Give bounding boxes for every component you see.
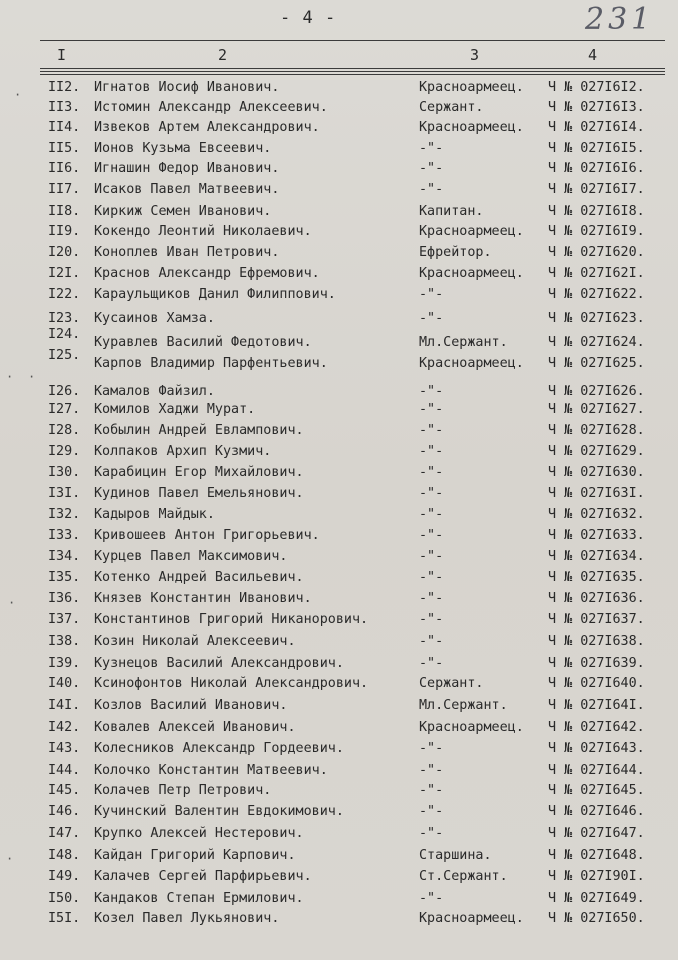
person-name: Караульщиков Данил Филиппович.	[94, 287, 336, 302]
military-rank: -"-	[419, 486, 444, 501]
list-item	[0, 589, 678, 609]
document-number: Ч № 027I628.	[548, 423, 645, 438]
military-rank: -"-	[419, 891, 444, 906]
person-name: Крупко Алексей Нестерович.	[94, 826, 304, 841]
document-number: Ч № 027I650.	[548, 911, 645, 926]
military-rank: Красноармеец.	[419, 266, 524, 281]
document-number: Ч № 027I64I.	[548, 698, 645, 713]
list-item	[0, 505, 678, 525]
document-number: Ч № 027I6I5.	[548, 141, 645, 156]
document-number: Ч № 027I646.	[548, 804, 645, 819]
military-rank: Старшина.	[419, 848, 492, 863]
margin-mark: ·	[8, 596, 16, 610]
list-item	[0, 243, 678, 263]
military-rank: Красноармеец.	[419, 120, 524, 135]
list-item	[0, 802, 678, 822]
column-header-rank: 3	[470, 46, 480, 64]
entry-number: I4I.	[48, 698, 81, 713]
military-rank: -"-	[419, 141, 444, 156]
person-name: Ковалев Алексей Иванович.	[94, 720, 296, 735]
entry-number: I32.	[48, 507, 81, 522]
person-name: Игнашин Федор Иванович.	[94, 161, 280, 176]
military-rank: Красноармеец.	[419, 80, 524, 95]
document-number: Ч № 027I635.	[548, 570, 645, 585]
military-rank: Ефрейтор.	[419, 245, 492, 260]
person-name: Киркиж Семен Иванович.	[94, 204, 272, 219]
military-rank: Мл.Сержант.	[419, 335, 508, 350]
document-number: Ч № 027I6I8.	[548, 204, 645, 219]
document-number: Ч № 027I624.	[548, 335, 645, 350]
entry-number: I47.	[48, 826, 81, 841]
entry-number: II8.	[48, 204, 81, 219]
document-number: Ч № 027I638.	[548, 634, 645, 649]
document-number: Ч № 027I6I3.	[548, 100, 645, 115]
margin-mark: ·	[28, 370, 36, 384]
list-item	[0, 867, 678, 887]
person-name: Коноплев Иван Петрович.	[94, 245, 280, 260]
person-name: Князев Константин Иванович.	[94, 591, 312, 606]
document-number: Ч № 027I640.	[548, 676, 645, 691]
military-rank: -"-	[419, 528, 444, 543]
document-number: Ч № 027I6I6.	[548, 161, 645, 176]
document-number: Ч № 027I630.	[548, 465, 645, 480]
person-name: Кузнецов Василий Александрович.	[94, 656, 344, 671]
person-name: Колесников Александр Гордеевич.	[94, 741, 344, 756]
military-rank: Красноармеец.	[419, 224, 524, 239]
military-rank: Красноармеец.	[419, 356, 524, 371]
person-name: Кокендо Леонтий Николаевич.	[94, 224, 312, 239]
military-rank: -"-	[419, 804, 444, 819]
list-item	[0, 400, 678, 420]
military-rank: -"-	[419, 402, 444, 417]
list-item	[0, 159, 678, 179]
person-name: Кайдан Григорий Карпович.	[94, 848, 296, 863]
entry-number: I33.	[48, 528, 81, 543]
entry-number: I42.	[48, 720, 81, 735]
person-name: Колпаков Архип Кузмич.	[94, 444, 272, 459]
list-item	[0, 547, 678, 567]
military-rank: Капитан.	[419, 204, 484, 219]
entry-number: I5I.	[48, 911, 81, 926]
person-name: Куравлев Василий Федотович.	[94, 335, 312, 350]
entry-number: I2I.	[48, 266, 81, 281]
document-number: Ч № 027I637.	[548, 612, 645, 627]
military-rank: -"-	[419, 826, 444, 841]
military-rank: -"-	[419, 311, 444, 326]
document-number: Ч № 027I63I.	[548, 486, 645, 501]
military-rank: -"-	[419, 423, 444, 438]
margin-mark: ·	[14, 88, 22, 102]
military-rank: -"-	[419, 161, 444, 176]
document-number: Ч № 027I645.	[548, 783, 645, 798]
entry-number: I45.	[48, 783, 81, 798]
military-rank: -"-	[419, 465, 444, 480]
list-item	[0, 285, 678, 305]
entry-number: I50.	[48, 891, 81, 906]
list-item	[0, 610, 678, 630]
military-rank: Красноармеец.	[419, 720, 524, 735]
person-name: Краснов Александр Ефремович.	[94, 266, 320, 281]
entry-number: I22.	[48, 287, 81, 302]
list-item	[0, 846, 678, 866]
list-item	[0, 674, 678, 694]
entry-number: I30.	[48, 465, 81, 480]
document-number: Ч № 027I648.	[548, 848, 645, 863]
military-rank: -"-	[419, 570, 444, 585]
document-number: Ч № 027I90I.	[548, 869, 645, 884]
list-item	[0, 526, 678, 546]
person-name: Кусаинов Хамза.	[94, 311, 215, 326]
entry-number: I26.	[48, 384, 81, 399]
margin-mark: ·	[6, 852, 14, 866]
military-rank: -"-	[419, 549, 444, 564]
list-item	[0, 421, 678, 441]
document-number: Ч № 027I636.	[548, 591, 645, 606]
document-number: Ч № 027I620.	[548, 245, 645, 260]
entry-number: I3I.	[48, 486, 81, 501]
document-number: Ч № 027I623.	[548, 311, 645, 326]
document-number: Ч № 027I627.	[548, 402, 645, 417]
document-number: Ч № 027I629.	[548, 444, 645, 459]
person-name: Колачев Петр Петрович.	[94, 783, 272, 798]
list-item	[0, 264, 678, 284]
person-name: Колочко Константин Матвеевич.	[94, 763, 328, 778]
list-item	[0, 909, 678, 929]
document-number: Ч № 027I626.	[548, 384, 645, 399]
document-number: Ч № 027I634.	[548, 549, 645, 564]
entry-number: II5.	[48, 141, 81, 156]
list-item	[0, 568, 678, 588]
document-number: Ч № 027I642.	[548, 720, 645, 735]
entry-number: I48.	[48, 848, 81, 863]
handwritten-folio-number: 231	[585, 2, 655, 37]
military-rank: -"-	[419, 507, 444, 522]
document-number: Ч № 027I649.	[548, 891, 645, 906]
document-number: Ч № 027I644.	[548, 763, 645, 778]
document-number: Ч № 027I622.	[548, 287, 645, 302]
entry-number: I27.	[48, 402, 81, 417]
person-name: Козин Николай Алексеевич.	[94, 634, 296, 649]
column-header-name: 2	[218, 46, 228, 64]
military-rank: -"-	[419, 444, 444, 459]
list-item	[0, 761, 678, 781]
person-name: Козел Павел Лукьянович.	[94, 911, 280, 926]
military-rank: -"-	[419, 741, 444, 756]
document-number: Ч № 027I625.	[548, 356, 645, 371]
list-item	[0, 484, 678, 504]
person-name: Комилов Хаджи Мурат.	[94, 402, 256, 417]
military-rank: -"-	[419, 591, 444, 606]
entry-number: I40.	[48, 676, 81, 691]
list-item	[0, 696, 678, 716]
document-number: Ч № 027I643.	[548, 741, 645, 756]
list-item	[0, 889, 678, 909]
entry-number: I43.	[48, 741, 81, 756]
list-item	[0, 180, 678, 200]
person-name: Константинов Григорий Никанорович.	[94, 612, 369, 627]
military-rank: -"-	[419, 182, 444, 197]
person-name: Камалов Файзил.	[94, 384, 215, 399]
entry-number: I25.	[48, 348, 81, 363]
page-number: - 4 -	[280, 8, 337, 28]
document-number: Ч № 027I6I7.	[548, 182, 645, 197]
list-item	[0, 781, 678, 801]
entry-number: II4.	[48, 120, 81, 135]
document-number: Ч № 027I6I4.	[548, 120, 645, 135]
person-name: Кандаков Степан Ермилович.	[94, 891, 304, 906]
person-name: Ксинофонтов Николай Александрович.	[94, 676, 369, 691]
list-item	[0, 118, 678, 138]
entry-number: I29.	[48, 444, 81, 459]
entry-number: II2.	[48, 80, 81, 95]
person-name: Котенко Андрей Васильевич.	[94, 570, 304, 585]
list-item	[0, 98, 678, 118]
entry-number: I24.	[48, 327, 81, 342]
military-rank: -"-	[419, 634, 444, 649]
person-name: Кудинов Павел Емельянович.	[94, 486, 304, 501]
person-name: Курцев Павел Максимович.	[94, 549, 288, 564]
margin-mark: ·	[6, 370, 14, 384]
list-item	[0, 309, 678, 329]
military-rank: -"-	[419, 287, 444, 302]
list-item	[0, 718, 678, 738]
entry-number: II6.	[48, 161, 81, 176]
entry-number: I20.	[48, 245, 81, 260]
military-rank: -"-	[419, 783, 444, 798]
header-bottom-rule-3	[40, 74, 665, 75]
entry-number: I35.	[48, 570, 81, 585]
document-number: Ч № 027I62I.	[548, 266, 645, 281]
military-rank: Ст.Сержант.	[419, 869, 508, 884]
military-rank: -"-	[419, 656, 444, 671]
list-item	[0, 78, 678, 98]
document-number: Ч № 027I639.	[548, 656, 645, 671]
person-name: Калачев Сергей Парфирьевич.	[94, 869, 312, 884]
list-item	[0, 632, 678, 652]
person-name: Кривошеев Антон Григорьевич.	[94, 528, 320, 543]
document-number: Ч № 027I633.	[548, 528, 645, 543]
military-rank: Мл.Сержант.	[419, 698, 508, 713]
person-name: Козлов Василий Иванович.	[94, 698, 288, 713]
entry-number: I23.	[48, 311, 81, 326]
person-name: Кадыров Майдык.	[94, 507, 215, 522]
person-name: Истомин Александр Алексеевич.	[94, 100, 328, 115]
person-name: Кобылин Андрей Евлампович.	[94, 423, 304, 438]
military-rank: -"-	[419, 763, 444, 778]
list-item	[0, 739, 678, 759]
military-rank: -"-	[419, 612, 444, 627]
list-item	[0, 327, 678, 353]
list-item	[0, 139, 678, 159]
military-rank: Сержант.	[419, 100, 484, 115]
list-item	[0, 824, 678, 844]
entry-number: I28.	[48, 423, 81, 438]
person-name: Карабицин Егор Михайлович.	[94, 465, 304, 480]
person-name: Исаков Павел Матвеевич.	[94, 182, 280, 197]
person-name: Ионов Кузьма Евсеевич.	[94, 141, 272, 156]
entry-number: I49.	[48, 869, 81, 884]
person-name: Карпов Владимир Парфентьевич.	[94, 356, 328, 371]
entry-number: I44.	[48, 763, 81, 778]
document-number: Ч № 027I6I9.	[548, 224, 645, 239]
list-item	[0, 202, 678, 222]
header-bottom-rule-1	[40, 68, 665, 69]
entry-number: I34.	[48, 549, 81, 564]
list-item	[0, 463, 678, 483]
header-bottom-rule-2	[40, 71, 665, 72]
list-item	[0, 654, 678, 674]
military-rank: -"-	[419, 384, 444, 399]
entry-number: I38.	[48, 634, 81, 649]
military-rank: Сержант.	[419, 676, 484, 691]
entry-number: I36.	[48, 591, 81, 606]
person-name: Кучинский Валентин Евдокимович.	[94, 804, 344, 819]
list-item	[0, 382, 678, 402]
entry-number: I46.	[48, 804, 81, 819]
entry-number: I39.	[48, 656, 81, 671]
entry-number: II9.	[48, 224, 81, 239]
document-number: Ч № 027I647.	[548, 826, 645, 841]
list-item	[0, 348, 678, 374]
column-header-document: 4	[588, 46, 598, 64]
entry-number: II3.	[48, 100, 81, 115]
column-header-number: I	[57, 46, 67, 64]
document-number: Ч № 027I632.	[548, 507, 645, 522]
list-item	[0, 442, 678, 462]
person-name: Извеков Артем Александрович.	[94, 120, 320, 135]
entry-number: I37.	[48, 612, 81, 627]
header-top-rule	[40, 40, 665, 41]
document-number: Ч № 027I6I2.	[548, 80, 645, 95]
person-name: Игнатов Иосиф Иванович.	[94, 80, 280, 95]
entry-number: II7.	[48, 182, 81, 197]
military-rank: Красноармеец.	[419, 911, 524, 926]
list-item	[0, 222, 678, 242]
